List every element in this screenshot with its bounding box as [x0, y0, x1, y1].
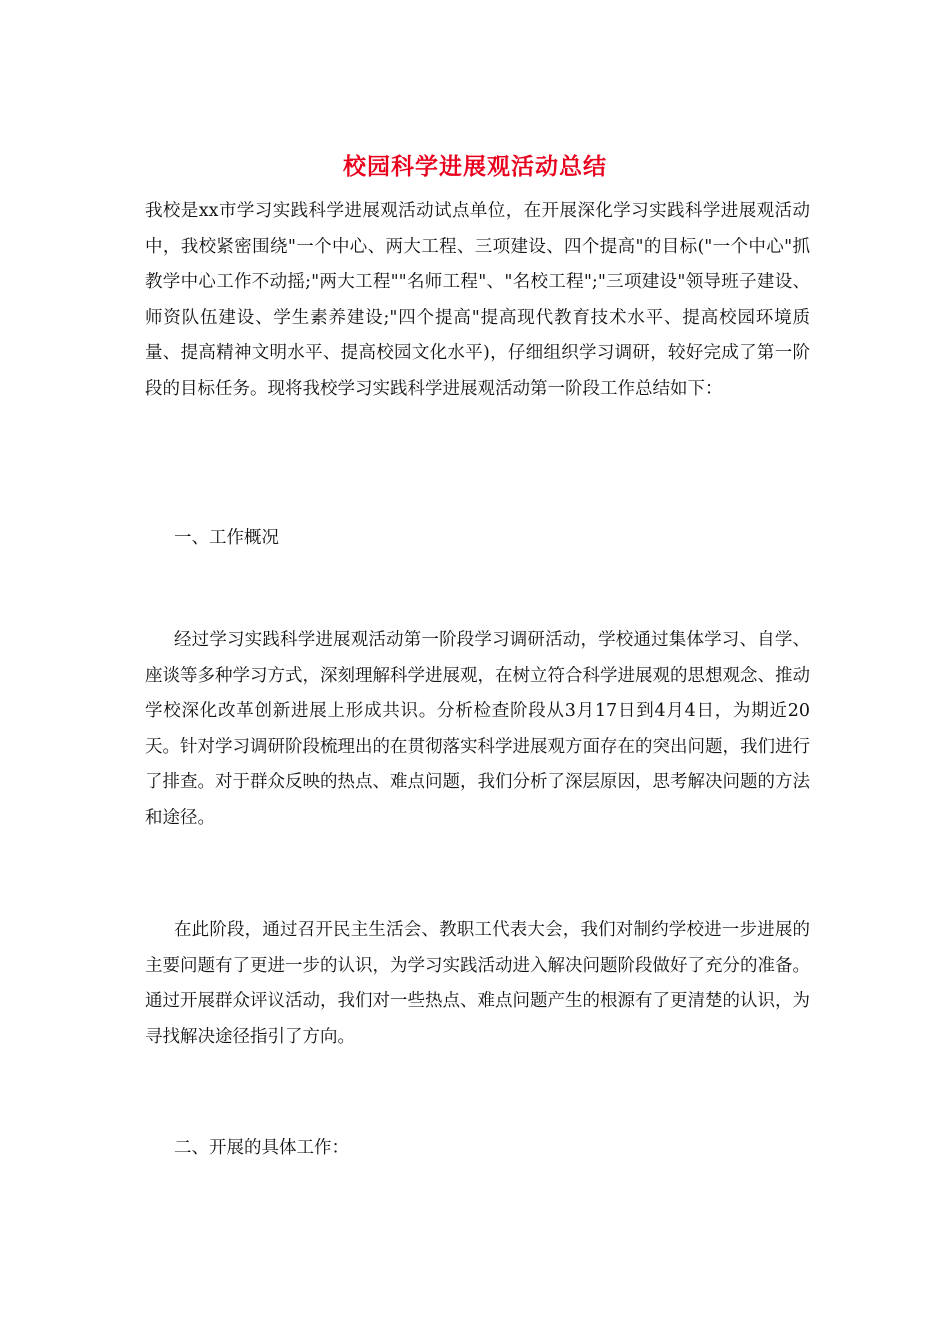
intro-paragraph: 我校是xx市学习实践科学进展观活动试点单位，在开展深化学习实践科学进展观活动中，我校紧密围绕"一个中心、两大工程、三项建设、四个提高"的目标("一个中心"抓教学中心工作不动摇;"两大工程""名师工程"、"名校工程";"三项建设"领导班子建设、师资队伍建设、学生素养建设;"四个提高"提高现代教育技术水平、提高校园环境质量、提高精神文明水平、提高校园文化水平)，仔细组织学习调研，较好完成了第一阶段的目标任务。现将我校学习实践科学进展观活动第一阶段工作总结如下： — [145, 201, 810, 399]
section-heading-work-overview: 一、工作概况 — [174, 528, 279, 548]
work-overview-paragraph-2: 在此阶段，通过召开民主生活会、教职工代表大会，我们对制约学校进一步进展的主要问题有了更进一步的认识，为学习实践活动进入解决问题阶段做好了充分的准备。通过开展群众评议活动，我们对一些热点、难点问题产生的根源有了更清楚的认识，为寻找解决途径指引了方向。 — [145, 920, 810, 1047]
work-overview-paragraph-1: 经过学习实践科学进展观活动第一阶段学习调研活动，学校通过集体学习、自学、座谈等多种学习方式，深刻理解科学进展观，在树立符合科学进展观的思想观念、推动学校深化改革创新进展上形成共识。分析检查阶段从3月17日到4月4日，为期近20天。针对学习调研阶段梳理出的在贯彻落实科学进展观方面存在的突出问题，我们进行了排查。对于群众反映的热点、难点问题，我们分析了深层原因，思考解决问题的方法和途径。 — [145, 630, 810, 828]
section-heading-specific-work: 二、开展的具体工作： — [174, 1138, 349, 1158]
document-title: 校园科学进展观活动总结 — [343, 153, 607, 180]
